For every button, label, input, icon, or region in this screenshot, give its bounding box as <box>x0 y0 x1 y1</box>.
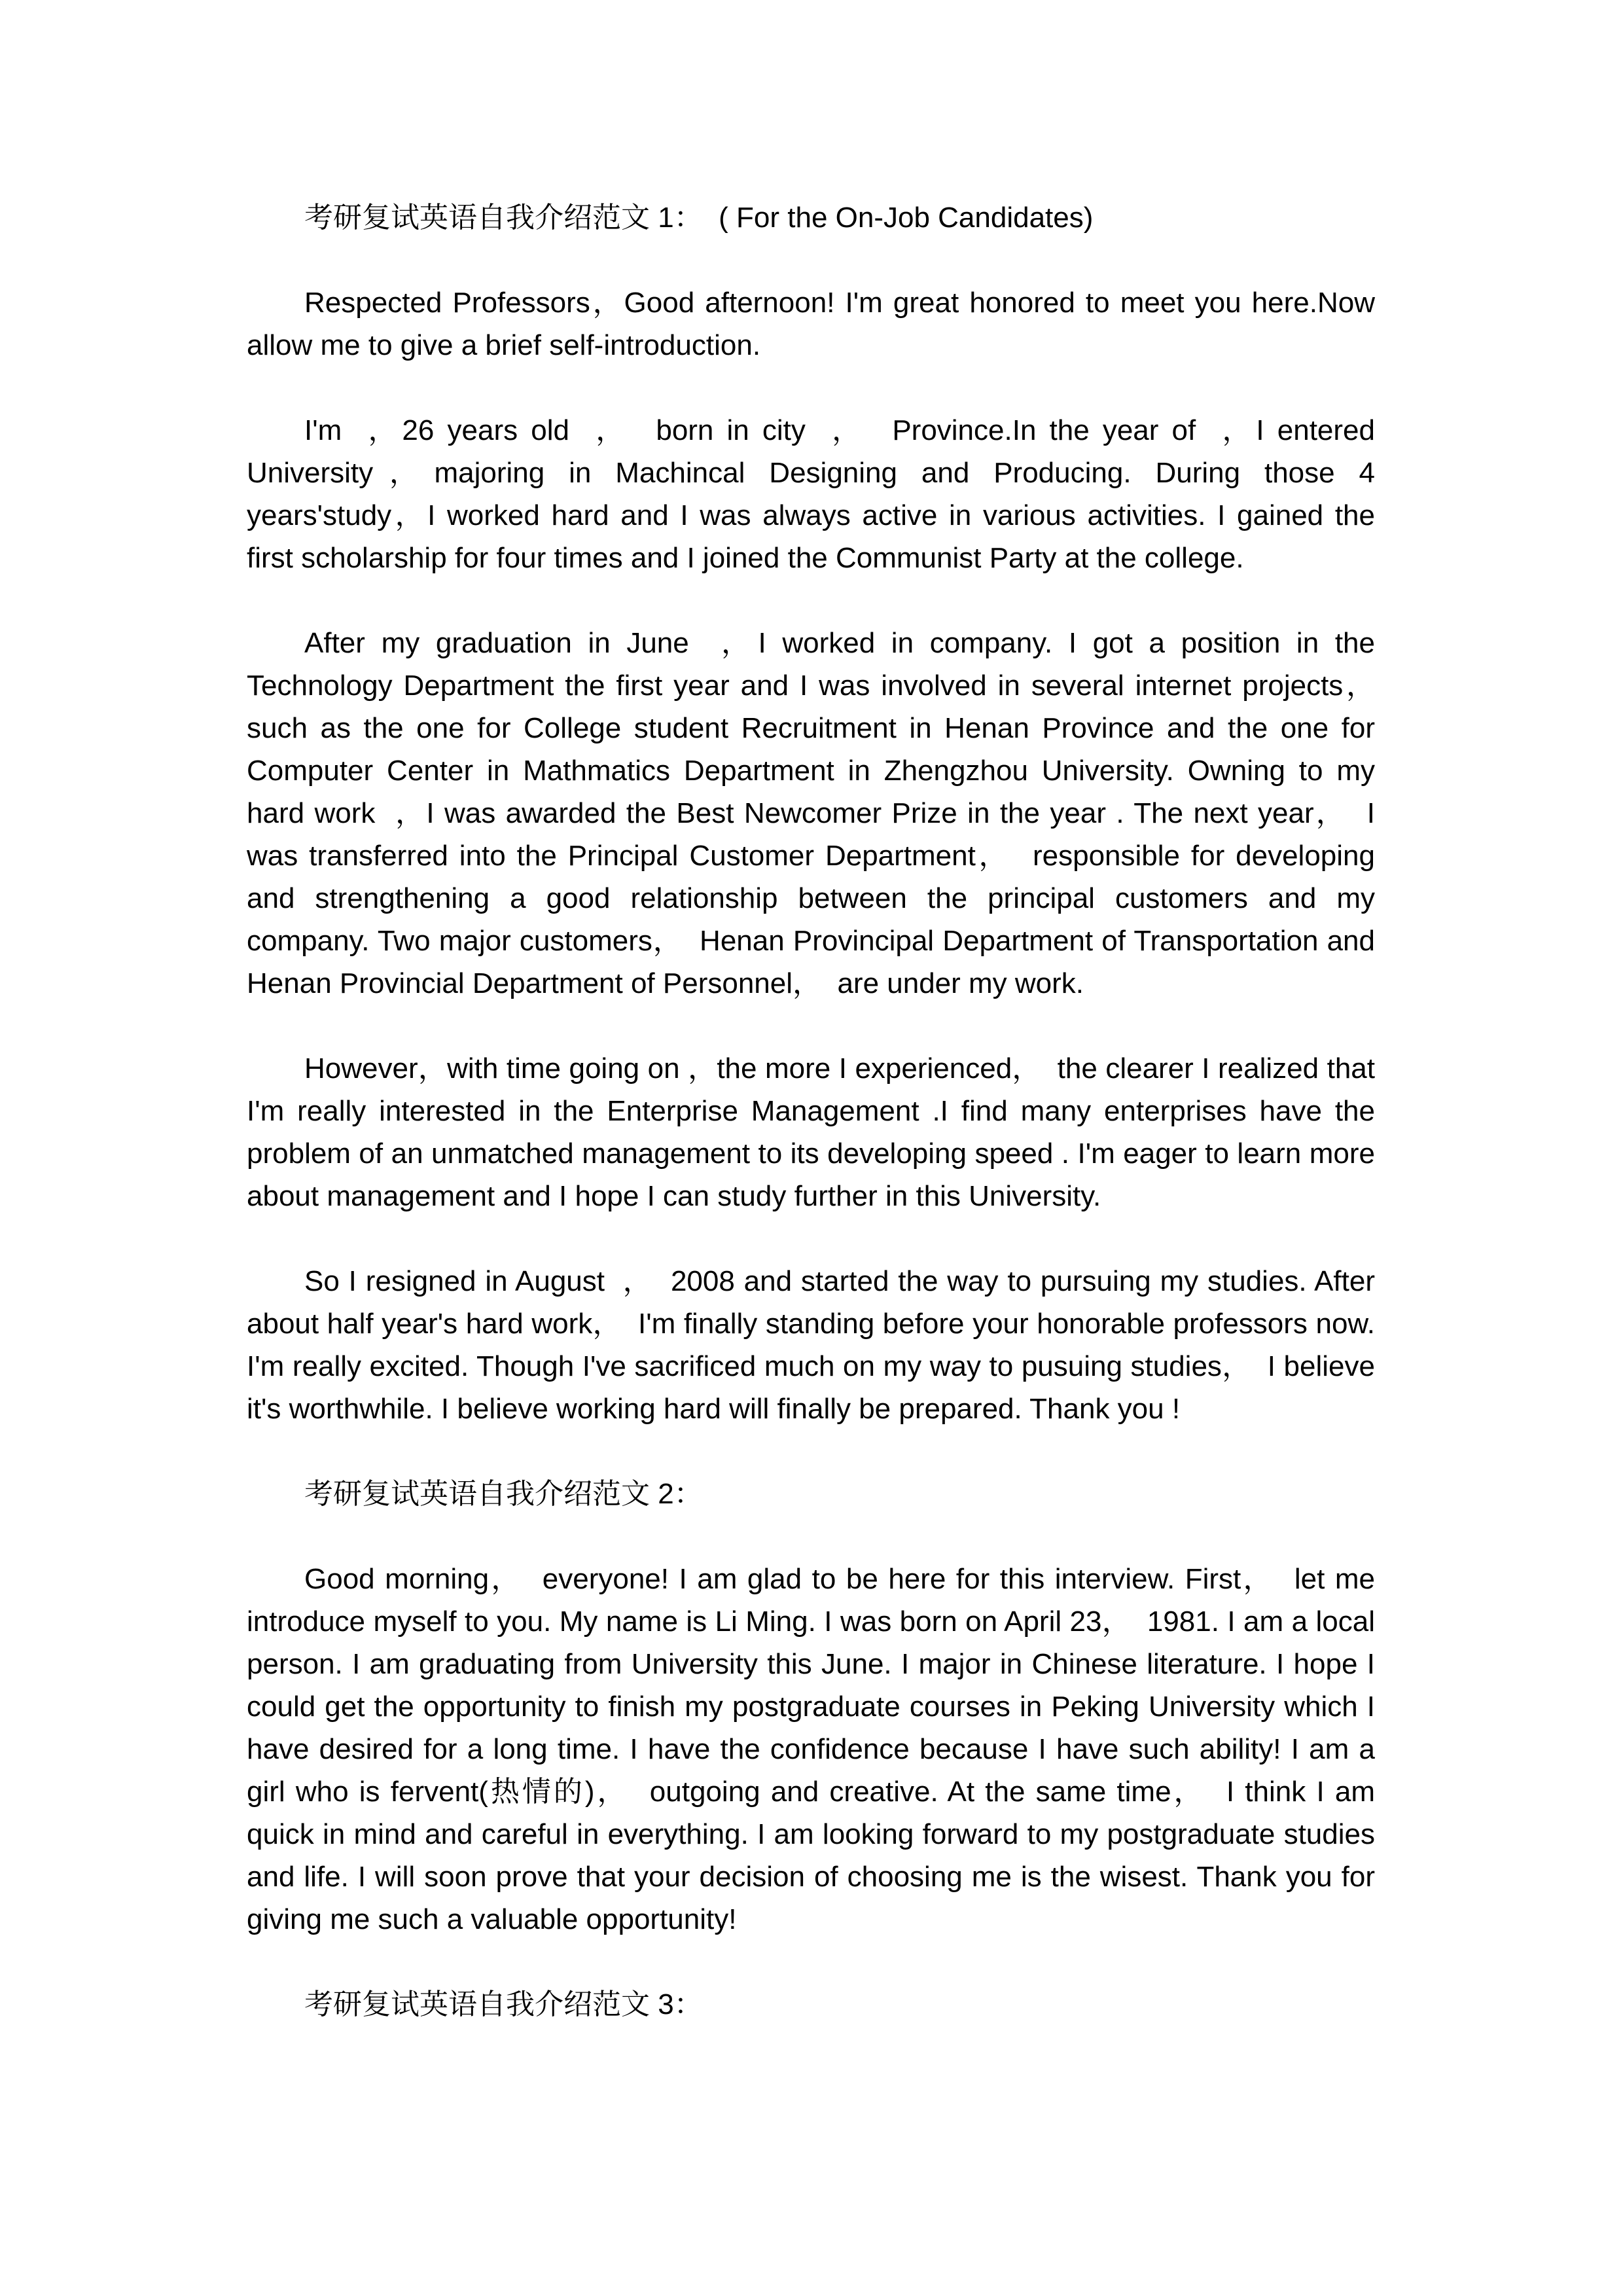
section-1-paragraph-work-experience: After my graduation in June ，I worked in company. I got a position in the Technology Department the first year and I was involved in several internet projects，such as the one for College student Recruitment in Henan Province and the one for Computer Center in Mathmatics Department in Zhengzhou University. Owning to my hard work ，I was awarded the Best Newcomer Prize in the year . The next year， I was transferred into the Principal Customer Department， responsible for developing and strengthening a good relationship between the principal customers and my company. Two major customers， Henan Provincipal Department of Transportation and Henan Provincial Department of Personnel， are under my work. <box>247 627 1383 999</box>
section-1-heading: 考研复试英语自我介绍范文 1： ( For the On-Job Candidates) <box>304 202 1094 234</box>
section-1-paragraph-background: I'm ，26 years old ， born in city ， Province.In the year of ，I entered University，majoring in Machincal Designing and Producing. During those 4 years'study，I worked hard and I was always active in various activities. I gained the first scholarship for four times and I joined the Communist Party at the college. <box>247 414 1383 574</box>
section-1-paragraph-closing: So I resigned in August ， 2008 and started the way to pursuing my studies. After about half year's hard work， I'm finally standing before your honorable professors now. I'm really excited. Though I've sacrificed much on my way to pusuing studies， I believe it's worthwhile. I believe working hard will finally be prepared. Thank you ! <box>247 1265 1383 1425</box>
document-page <box>247 196 1383 2068</box>
section-2-paragraph-introduction: Good morning， everyone! I am glad to be here for this interview. First， let me introduce myself to you. My name is Li Ming. I was born on April 23， 1981. I am a local person. I am graduating from University this June. I major in Chinese literature. I hope I could get the opportunity to finish my postgraduate courses in Peking University which I have desired for a long time. I have the confidence because I have such ability! I am a girl who is fervent(热情的)， outgoing and creative. At the same time， I think I am quick in mind and careful in everything. I am looking forward to my postgraduate studies and life. I will soon prove that your decision of choosing me is the wisest. Thank you for giving me such a valuable opportunity! <box>247 1563 1383 1935</box>
section-1-paragraph-motivation: However，with time going on ，the more I experienced， the clearer I realized that I'm really interested in the Enterprise Management .I find many enterprises have the problem of an unmatched management to its developing speed . I'm eager to learn more about management and I hope I can study further in this University. <box>247 1052 1383 1212</box>
section-2-heading: 考研复试英语自我介绍范文 2： <box>304 1478 703 1510</box>
section-3-heading: 考研复试英语自我介绍范文 3： <box>304 1988 703 2020</box>
section-1-paragraph-greeting: Respected Professors，Good afternoon! I'm great honored to meet you here.Now allow me to give a brief self-introduction. <box>247 287 1383 361</box>
